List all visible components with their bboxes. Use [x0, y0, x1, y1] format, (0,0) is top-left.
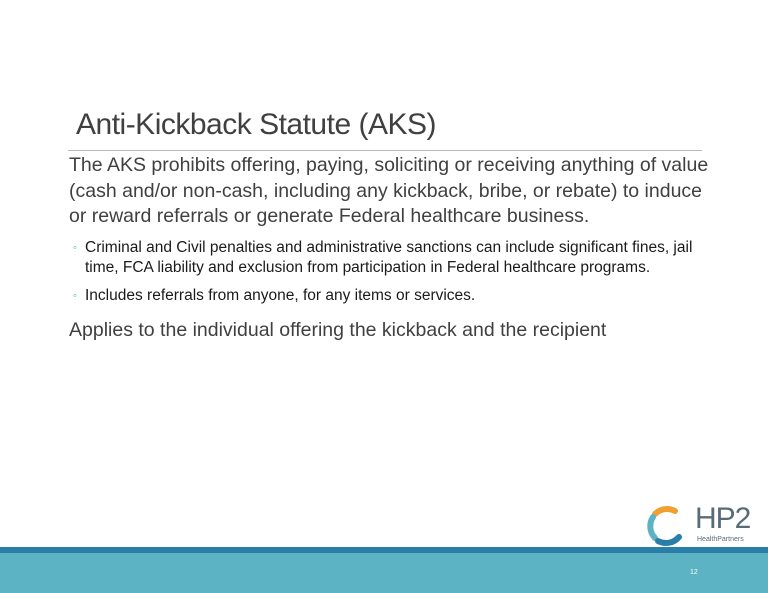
- bullet-marker-icon: ◦: [73, 241, 77, 254]
- main-paragraph: The AKS prohibits offering, paying, soliciting or receiving anything of value (cash and/or non-cash, including any kickback, bribe, or rebate) to induce or reward referrals or generate Federal healthcare business.: [69, 154, 709, 227]
- list-item: [69, 286, 719, 307]
- page-number: 12: [690, 569, 698, 576]
- hp2-logo-icon: [645, 504, 689, 548]
- slide-title: Anti-Kickback Statute (AKS): [76, 108, 436, 141]
- list-item: [69, 238, 719, 279]
- logo-wordmark: HP2: [695, 502, 751, 535]
- slide-body: [69, 153, 719, 343]
- bullet-text: Criminal and Civil penalties and administrative sanctions can include significant fines, jail time, FCA liability and exclusion from participation in Federal healthcare programs.: [85, 238, 693, 276]
- footer-bar: [0, 553, 768, 593]
- bullet-marker-icon: ◦: [73, 289, 77, 302]
- logo-subtext: HealthPartners: [697, 536, 744, 543]
- second-paragraph: Applies to the individual offering the kickback and the recipient: [69, 319, 607, 341]
- title-divider: [68, 150, 702, 151]
- bullet-list: [69, 238, 719, 307]
- company-logo: [645, 502, 760, 548]
- bullet-text: Includes referrals from anyone, for any items or services.: [85, 286, 476, 304]
